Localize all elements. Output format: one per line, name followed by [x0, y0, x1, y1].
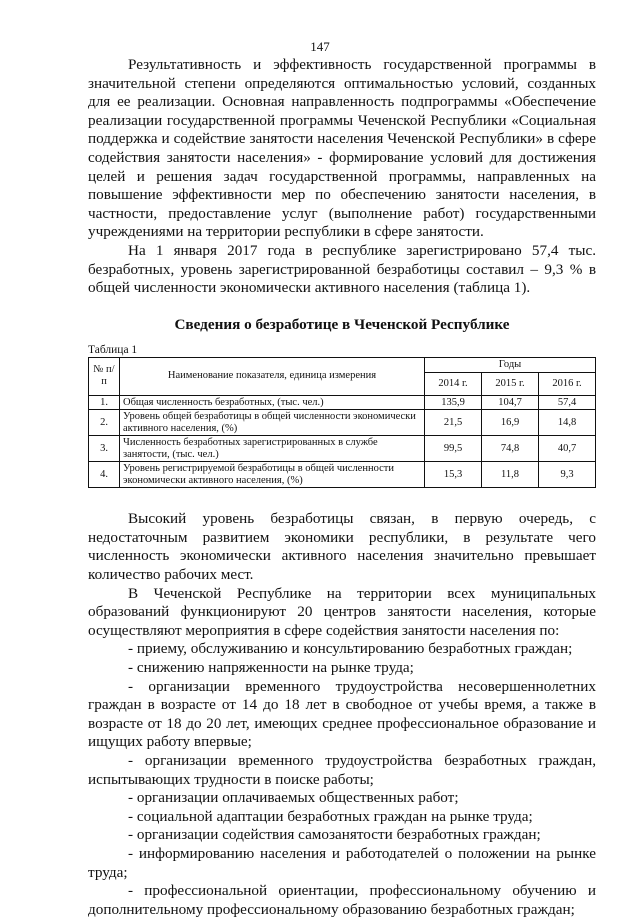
row-value-2015: 11,8	[482, 462, 539, 488]
list-item: - снижению напряженности на рынке труда;	[128, 658, 414, 676]
after-table-section	[88, 510, 596, 919]
row-name: Уровень общей безработицы в общей численности экономически активного населения, (%)	[120, 410, 425, 436]
table-caption: Таблица 1	[88, 343, 138, 356]
row-value-2014: 99,5	[425, 436, 482, 462]
list-item: - информированию населения и работодателей о положении на рынке труда;	[88, 844, 596, 881]
list-item: - организации временного трудоустройства безработных граждан, испытывающих трудности в поиске работы;	[88, 751, 596, 788]
row-value-2014: 15,3	[425, 462, 482, 488]
row-value-2015: 74,8	[482, 436, 539, 462]
section-title: Сведения о безработице в Чеченской Республике	[174, 315, 510, 333]
row-num: 3.	[89, 436, 120, 462]
paragraph-employment-centers: В Чеченской Республике на территории всех муниципальных образований функционируют 20 центров занятости населения, которые осуществляют мероприятия в сфере содействия занятости населения по:	[88, 584, 596, 639]
row-value-2015: 16,9	[482, 410, 539, 436]
row-value-2016: 57,4	[539, 395, 596, 410]
header-year-2014: 2014 г.	[425, 372, 482, 395]
header-name: Наименование показателя, единица измерения	[120, 357, 425, 395]
list-item: - профессиональной ориентации, профессиональному обучению и дополнительному профессиональному образованию безработных граждан;	[88, 882, 596, 918]
row-name: Уровень регистрируемой безработицы в общей численности экономически активного населения, (%)	[120, 462, 425, 488]
table-row	[89, 395, 596, 410]
row-value-2016: 9,3	[539, 462, 596, 488]
header-years-group: Годы	[425, 357, 596, 372]
row-name: Численность безработных зарегистрированных в службе занятости, (тыс. чел.)	[120, 436, 425, 462]
row-value-2015: 104,7	[482, 395, 539, 410]
row-value-2016: 14,8	[539, 410, 596, 436]
header-num: № п/п	[89, 357, 120, 395]
paragraph-program-effectiveness: Результативность и эффективность государственной программы в значительной степени определяются оптимальностью условий, созданных для ее реализации. Основная направленность подпрограммы «Обеспечение реализации государственной программы Чеченской Республики «Социальная поддержка и содействие занятости населения Чеченской Республики» в сфере содействия занятости населения» - формирование условий для достижения целей и решения задач государственной программы, направленных на повышение эффективности мер по обеспечению занятости населения, в частности, предоставление услуг (выполнение работ) государственными учреждениями на территории республики в сфере занятости.	[88, 56, 596, 241]
row-num: 2.	[89, 410, 120, 436]
list-item: - организации временного трудоустройства несовершеннолетних граждан в возрасте от 14 до 18 лет в свободное от учебы время, а также в возрасте от 18 до 20 лет, имеющих среднее профессиональное образование и ищущих работу впервые;	[88, 677, 596, 751]
document-body	[88, 56, 596, 919]
page-number: 147	[310, 39, 330, 54]
paragraph-unemployment-causes: Высокий уровень безработицы связан, в первую очередь, с недостаточным развитием экономики республики, в результате чего численность экономически активного населения значительно превышает количество рабочих мест.	[88, 510, 596, 583]
table-row	[89, 462, 596, 488]
table-row	[89, 410, 596, 436]
table-header-row	[89, 357, 596, 372]
list-item: - социальной адаптации безработных граждан на рынке труда;	[128, 807, 533, 825]
table-row	[89, 436, 596, 462]
row-name: Общая численность безработных, (тыс. чел.)	[120, 395, 425, 410]
list-item: - организации оплачиваемых общественных работ;	[128, 789, 459, 807]
header-year-2015: 2015 г.	[482, 372, 539, 395]
header-year-2016: 2016 г.	[539, 372, 596, 395]
row-value-2016: 40,7	[539, 436, 596, 462]
paragraph-unemployment-stats: На 1 января 2017 года в республике зарегистрировано 57,4 тыс. безработных, уровень зарегистрированной безработицы составил – 9,3 % в общей численности экономически активного населения (таблица 1).	[88, 241, 596, 297]
row-num: 4.	[89, 462, 120, 488]
row-value-2014: 135,9	[425, 395, 482, 410]
list-item: - приему, обслуживанию и консультированию безработных граждан;	[128, 640, 573, 658]
row-value-2014: 21,5	[425, 410, 482, 436]
row-num: 1.	[89, 395, 120, 410]
list-item: - организации содействия самозанятости безработных граждан;	[128, 826, 541, 844]
unemployment-table	[88, 357, 596, 489]
